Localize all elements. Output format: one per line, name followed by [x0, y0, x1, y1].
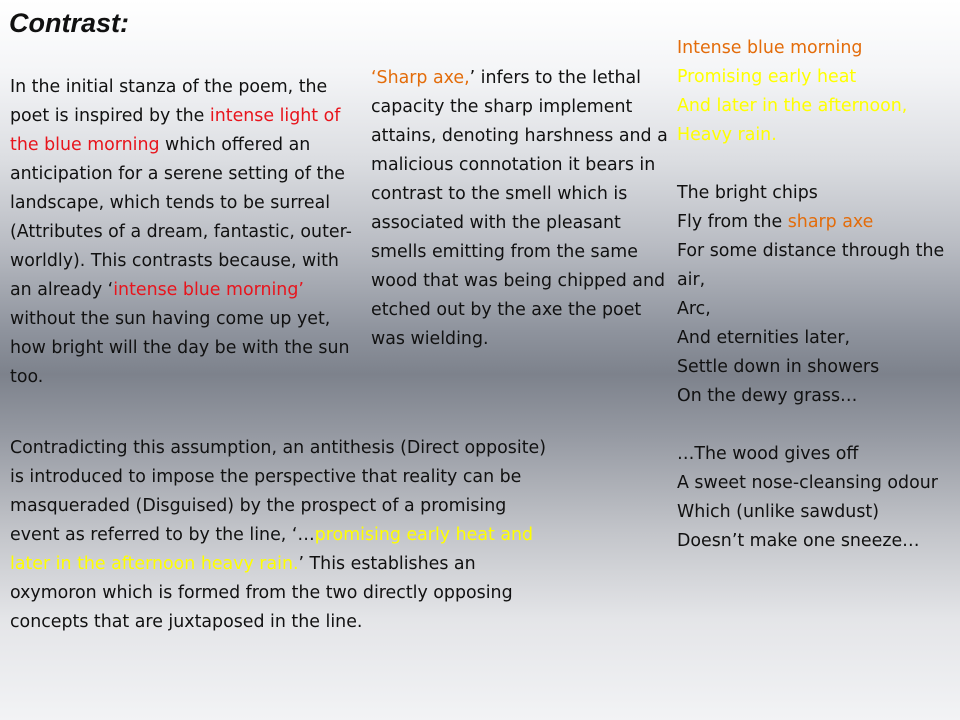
quote-highlight: intense blue morning’	[113, 280, 304, 300]
analysis-paragraph-antithesis	[10, 434, 550, 637]
quote-highlight: sharp axe	[787, 212, 874, 232]
paragraph-text: ’ This establishes an oxymoron which is formed from the two directly opposing concepts that are juxtaposed in the line.	[10, 554, 513, 632]
poem-stanza-1	[677, 34, 957, 150]
analysis-paragraph-stanza-one	[10, 73, 355, 392]
poem-line: Heavy rain.	[677, 125, 777, 145]
poem-line: Intense blue morning	[677, 38, 863, 58]
quote-highlight: promising early heat and later in the afternoon heavy rain.	[10, 525, 534, 574]
poem-line: And eternities later,	[677, 328, 851, 348]
poem-line: On the dewy grass…	[677, 386, 858, 406]
poem-line: Arc,	[677, 299, 711, 319]
paragraph-text: without the sun having come up yet, how bright will the day be with the sun too.	[10, 309, 350, 387]
quote-highlight: ‘Sharp axe,	[371, 68, 470, 88]
paragraph-text: which offered an anticipation for a serene setting of the landscape, which tends to be surreal (Attributes of a dream, fantastic, outer-worldly). This contrasts because, with an already ‘	[10, 135, 352, 300]
slide-title: Contrast:	[9, 8, 129, 38]
poem-line: Doesn’t make one sneeze…	[677, 531, 920, 551]
poem-excerpt	[677, 34, 957, 556]
analysis-paragraph-sharp-axe	[371, 64, 671, 354]
poem-line: And later in the afternoon,	[677, 96, 908, 116]
poem-line: The bright chips	[677, 183, 818, 203]
poem-line: Settle down in showers	[677, 357, 880, 377]
paragraph-text: Contradicting this assumption, an antithesis (Direct opposite) is introduced to impose the perspective that reality can be masqueraded (Disguised) by the prospect of a promising event as referred to by the line, ‘…	[10, 438, 547, 545]
poem-stanza-2	[677, 179, 957, 411]
poem-text: Fly from the	[677, 212, 788, 232]
quote-highlight: intense light of the blue morning	[10, 106, 341, 155]
poem-line: Promising early heat	[677, 67, 857, 87]
paragraph-text: In the initial stanza of the poem, the poet is inspired by the	[10, 77, 328, 126]
poem-line: For some distance through the air,	[677, 241, 945, 290]
poem-stanza-3	[677, 440, 957, 556]
poem-line	[677, 208, 957, 237]
poem-line: …The wood gives off	[677, 444, 859, 464]
poem-line: A sweet nose-cleansing odour	[677, 473, 938, 493]
poem-line: Which (unlike sawdust)	[677, 502, 879, 522]
paragraph-text: ’ infers to the lethal capacity the sharp implement attains, denoting harshness and a malicious connotation it bears in contrast to the smell which is associated with the pleasant smells emitting from the same wood that was being chipped and etched out by the axe the poet was wielding.	[371, 68, 668, 349]
